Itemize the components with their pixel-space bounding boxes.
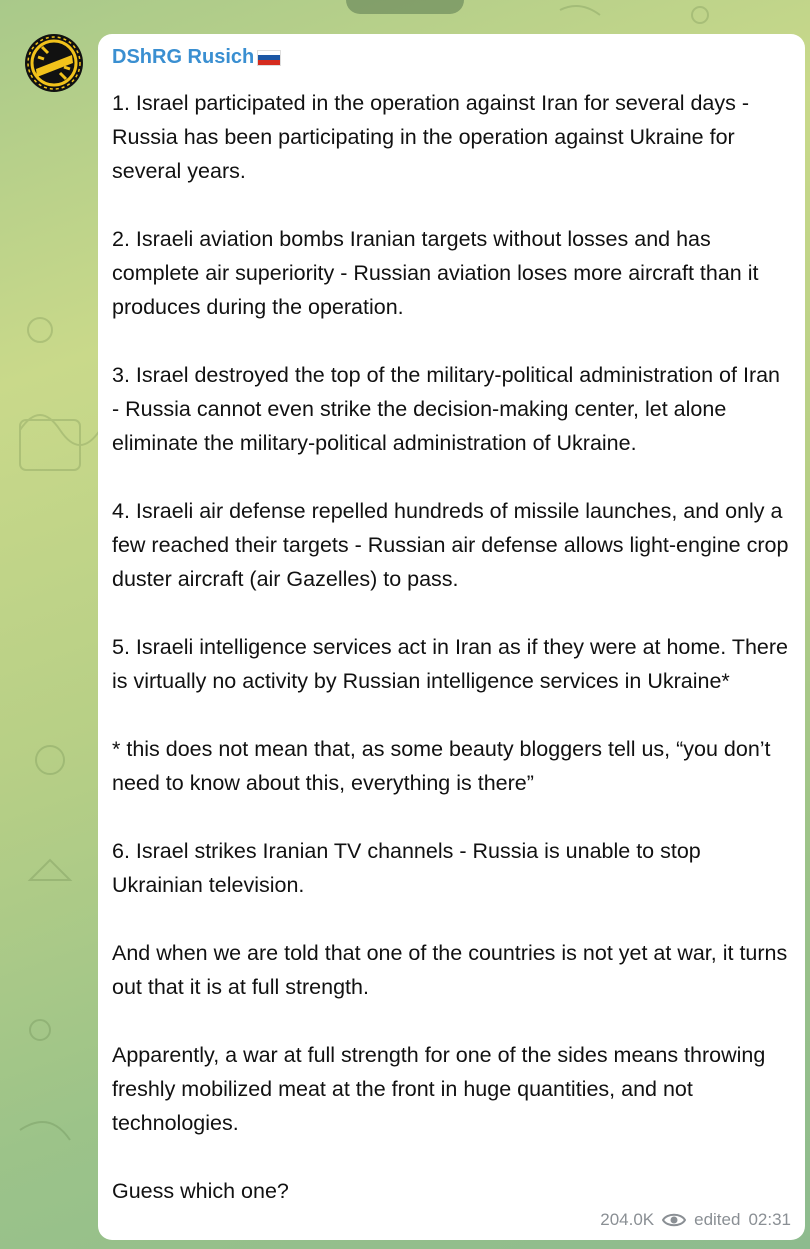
message-paragraph: Apparently, a war at full strength for one of the sides means throwing freshly mobilized meat at the front in huge quantities, and not technologies. [112, 1043, 766, 1135]
russian-flag-icon [257, 50, 281, 66]
sender-name[interactable] [112, 46, 281, 69]
date-pill [346, 0, 464, 14]
channel-avatar[interactable] [24, 33, 84, 93]
message-paragraph: 6. Israel strikes Iranian TV channels - Russia is unable to stop Ukrainian television. [112, 839, 701, 897]
message-time: 02:31 [748, 1210, 791, 1229]
message-paragraph: 1. Israel participated in the operation against Iran for several days - Russia has been participating in the operation against Ukraine for several years. [112, 91, 749, 183]
message-bubble [98, 34, 805, 1240]
message-paragraph: 2. Israeli aviation bombs Iranian targets without losses and has complete air superiority - Russian aviation loses more aircraft than it produces during the operation. [112, 227, 759, 319]
eye-icon [662, 1212, 686, 1228]
edited-label: edited [694, 1210, 741, 1229]
message-paragraph: Guess which one? [112, 1179, 289, 1203]
message-paragraph: 3. Israel destroyed the top of the military-political administration of Iran - Russia cannot even strike the decision-making center, let alone eliminate the military-political administration of Ukraine. [112, 363, 781, 455]
message-paragraph: 5. Israeli intelligence services act in Iran as if they were at home. There is virtually no activity by Russian intelligence services in Ukraine* [112, 635, 788, 693]
channel-avatar-logo [24, 33, 84, 93]
message-meta [600, 1210, 791, 1230]
message-paragraph: And when we are told that one of the countries is not yet at war, it turns out that it is at full strength. [112, 941, 788, 999]
view-count: 204.0K [600, 1210, 655, 1229]
sender-name-label: DShRG Rusich [112, 46, 255, 68]
message-text [112, 86, 792, 1208]
message-paragraph: * this does not mean that, as some beauty bloggers tell us, “you don’t need to know about this, everything is there” [112, 737, 771, 795]
message-paragraph: 4. Israeli air defense repelled hundreds of missile launches, and only a few reached their targets - Russian air defense allows light-engine crop duster aircraft (air Gazelles) to pass. [112, 499, 789, 591]
